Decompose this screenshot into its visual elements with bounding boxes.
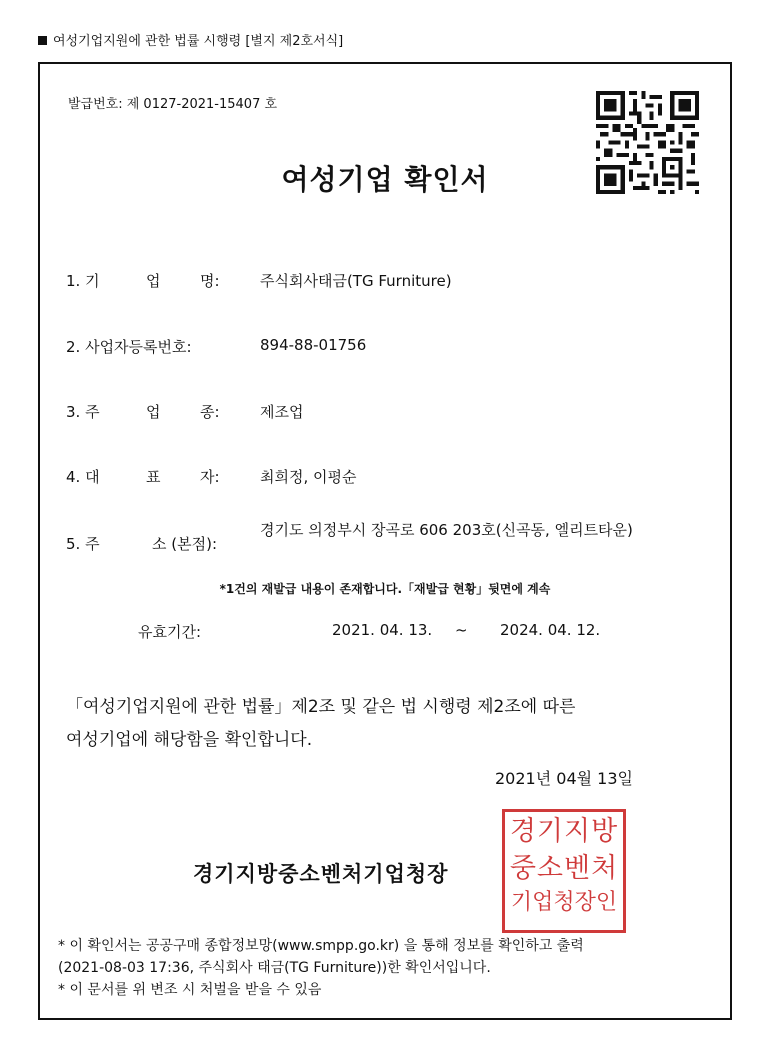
- form-caption: [38, 30, 343, 49]
- validity-label: 유효기간:: [138, 623, 202, 641]
- field-label-business-reg-no: 2. 사업자등록번호:: [66, 338, 192, 356]
- field-value-company-name: 주식회사태금(TG Furniture): [260, 272, 452, 290]
- field-label-company-name: 1. 기 업 명:: [66, 272, 220, 290]
- seal-line-3: 기업청장인: [510, 890, 618, 915]
- validity-end-date: 2024. 04. 12.: [500, 621, 601, 639]
- footer-line-1: * 이 확인서는 공공구매 종합정보망(www.smpp.go.kr) 을 통해 정보를 확인하고 출력: [58, 938, 584, 954]
- field-value-business-reg-no: 894-88-01756: [260, 336, 367, 354]
- validity-separator: ~: [455, 621, 468, 639]
- seal-line-1: 경기지방: [509, 816, 619, 847]
- field-value-main-business: 제조업: [260, 403, 304, 421]
- seal-line-2: 중소벤처: [509, 853, 619, 884]
- official-seal-stamp: [502, 809, 626, 933]
- issuer-name: 경기지방중소벤처기업청장: [193, 862, 449, 886]
- field-label-address: 5. 주 소 (본점):: [66, 535, 217, 553]
- issue-number: 발급번호: 제 0127-2021-15407 호: [68, 97, 278, 112]
- validity-start-date: 2021. 04. 13.: [332, 621, 433, 639]
- statement-line-2: 여성기업에 해당함을 확인합니다.: [66, 730, 313, 750]
- form-caption-text: 여성기업지원에 관한 법률 시행령 [별지 제2호서식]: [53, 34, 344, 49]
- reissue-note: *1건의 재발급 내용이 존재합니다.「재발급 현황」뒷면에 계속: [219, 582, 551, 596]
- field-value-representative: 최희정, 이평순: [260, 468, 357, 486]
- square-bullet-icon: [38, 36, 47, 45]
- footer-line-2: (2021-08-03 17:36, 주식회사 태금(TG Furniture))한 확인서입니다.: [58, 960, 491, 976]
- issue-date: 2021년 04월 13일: [495, 769, 633, 788]
- footer-line-3: * 이 문서를 위 변조 시 처벌을 받을 수 있음: [58, 982, 322, 998]
- field-value-address: 경기도 의정부시 장곡로 606 203호(신곡동, 엘리트타운): [260, 521, 633, 539]
- field-label-main-business: 3. 주 업 종:: [66, 403, 220, 421]
- field-label-representative: 4. 대 표 자:: [66, 468, 220, 486]
- document-title: 여성기업 확인서: [281, 163, 489, 196]
- statement-line-1: 「여성기업지원에 관한 법률」제2조 및 같은 법 시행령 제2조에 따른: [66, 697, 576, 717]
